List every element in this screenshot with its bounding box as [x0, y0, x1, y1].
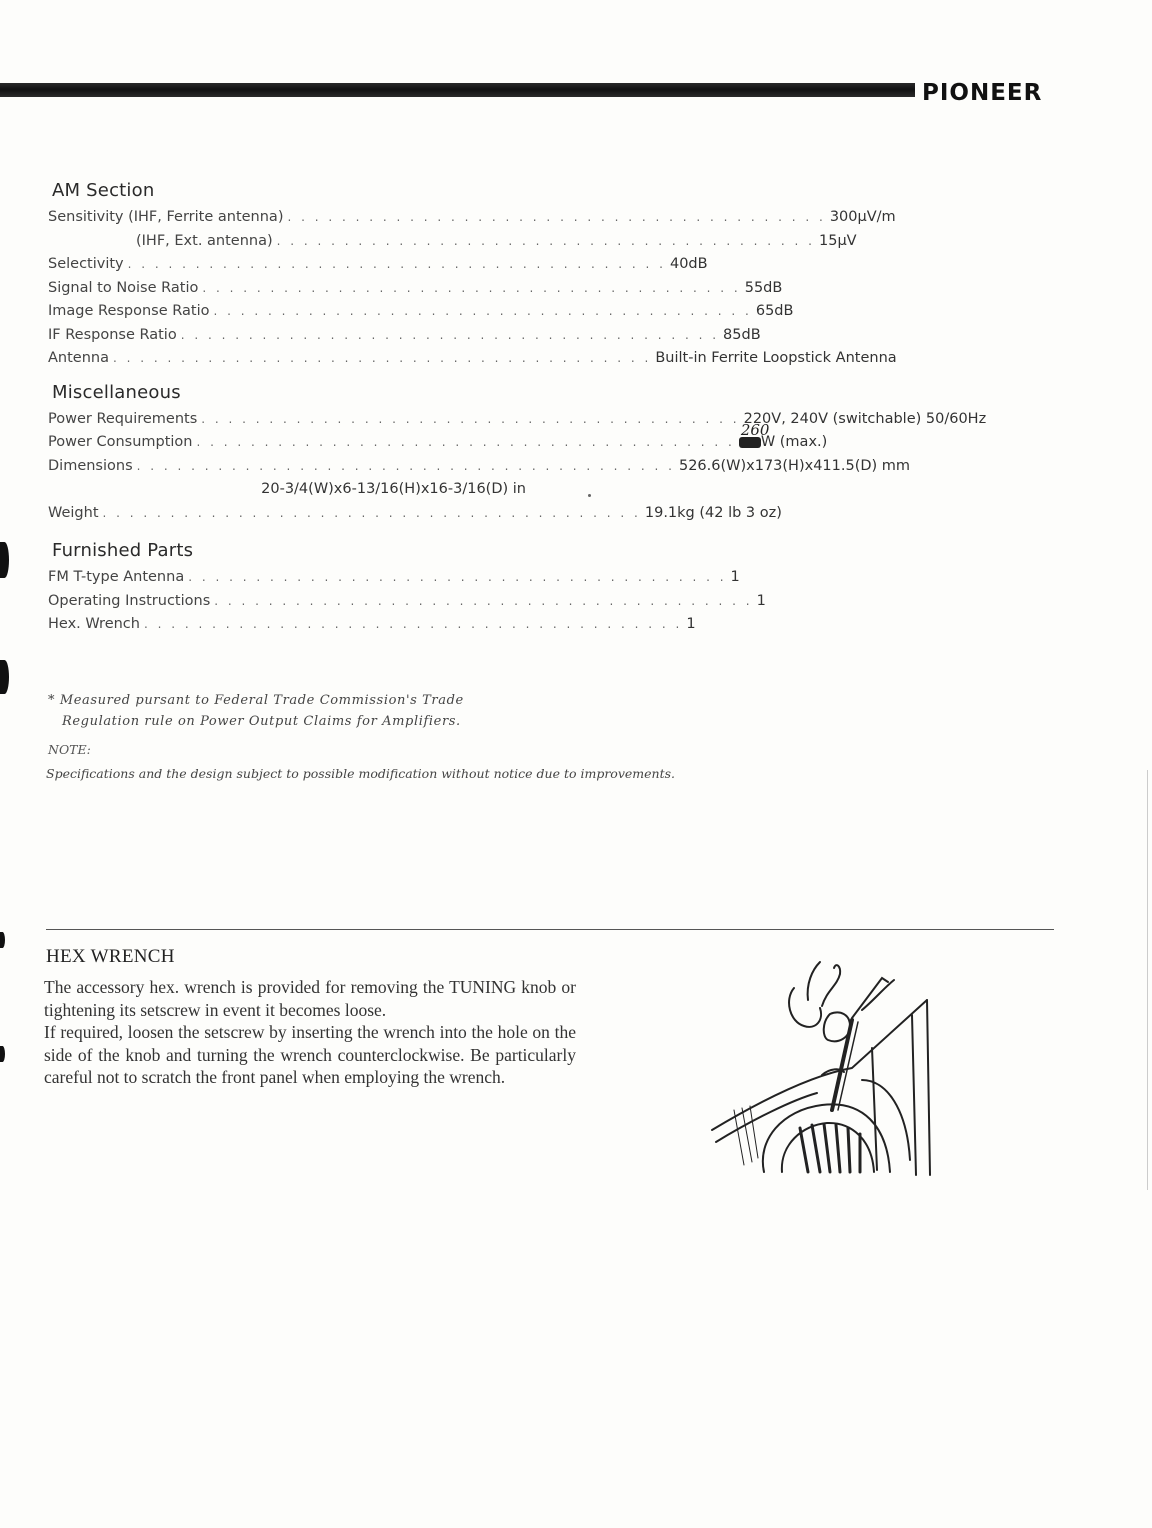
- brand-logo: PIONEER: [922, 80, 1043, 106]
- spec-label: Selectivity: [48, 256, 124, 272]
- spec-label: Operating Instructions: [48, 592, 211, 609]
- spec-label: Power Requirements: [48, 410, 198, 427]
- spec-label: Antenna: [48, 350, 109, 366]
- leader-dots: . . . . . . . . . . . . . . . . . . . . . . . . . . . . . . . . . . . . . . . .: [143, 617, 683, 631]
- spec-value: 40dB: [669, 256, 708, 272]
- spec-row: [48, 592, 766, 617]
- spec-row: [48, 232, 857, 257]
- leader-dots: . . . . . . . . . . . . . . . . . . . . . . . . . . . . . . . . . . . . . . . .: [214, 593, 753, 608]
- spec-value: 1: [686, 616, 696, 632]
- spec-label: (IHF, Ext. antenna): [136, 232, 273, 249]
- spec-value: 526.6(W)x173(H)x411.5(D) mm: [678, 457, 911, 474]
- spec-label: Power Consumption: [48, 434, 193, 450]
- leader-dots: . . . . . . . . . . . . . . . . . . . . . . . . . . . . . . . . . . . . . . . .: [276, 233, 815, 248]
- binding-hole: [0, 932, 5, 948]
- hex-wrench-title: HEX WRENCH: [46, 946, 175, 967]
- section-divider: [46, 929, 1054, 930]
- spec-value: Built-in Ferrite Loopstick Antenna: [655, 350, 897, 366]
- spec-label: Signal to Noise Ratio: [48, 279, 199, 296]
- page-edge-line: [1147, 770, 1148, 1190]
- spec-row: [48, 350, 897, 374]
- spec-label: IF Response Ratio: [48, 326, 177, 343]
- leader-dots: . . . . . . . . . . . . . . . . . . . . . . . . . . . . . . . . . . . . . . . .: [180, 327, 720, 342]
- am-section-title: AM Section: [52, 180, 155, 201]
- binding-hole: [0, 1046, 5, 1062]
- leader-dots: . . . . . . . . . . . . . . . . . . . . . . . . . . . . . . . . . . . . . . . .: [188, 570, 727, 584]
- footnote-line: Regulation rule on Power Output Claims for Amplifiers.: [62, 714, 461, 729]
- scan-speck: [588, 494, 591, 497]
- binding-hole: [0, 542, 9, 578]
- spec-row: [48, 504, 782, 529]
- spec-value: 20-3/4(W)x6-13/16(H)x16-3/16(D) in: [261, 481, 526, 497]
- furnished-parts-title: Furnished Parts: [52, 540, 194, 561]
- leader-dots: . . . . . . . . . . . . . . . . . . . . . . . . . . . . . . . . . . . . . . . .: [201, 411, 740, 426]
- spec-value: 1: [730, 569, 740, 585]
- spec-label: Hex. Wrench: [48, 616, 140, 632]
- leader-dots: . . . . . . . . . . . . . . . . . . . . . . . . . . . . . . . . . . . . . . . .: [213, 304, 752, 318]
- spec-value: 1: [756, 592, 766, 609]
- spec-value: 19.1kg (42 lb 3 oz): [644, 504, 782, 521]
- spec-row: [48, 303, 794, 327]
- footnote-line: * Measured pursant to Federal Trade Commission's Trade: [48, 693, 464, 708]
- spec-label: Image Response Ratio: [48, 303, 210, 319]
- spec-value: 85dB: [723, 326, 761, 343]
- leader-dots: . . . . . . . . . . . . . . . . . . . . . . . . . . . . . . . . . . . . . . . .: [112, 351, 652, 365]
- leader-dots: . . . . . . . . . . . . . . . . . . . . . . . . . . . . . . . . . . . . . . . .: [196, 435, 735, 449]
- leader-dots: . . . . . . . . . . . . . . . . . . . . . . . . . . . . . . . . . . . . . . . .: [136, 458, 675, 473]
- spec-value: 55dB: [744, 279, 783, 296]
- spec-row: [48, 209, 896, 233]
- note-text: Specifications and the design subject to possible modification without notice due to improvements.: [46, 766, 676, 781]
- spec-row: [48, 279, 783, 304]
- power-unit: W (max.): [760, 434, 828, 450]
- spec-value: [739, 421, 828, 450]
- note-label: NOTE:: [48, 742, 91, 757]
- specifications: [48, 180, 987, 640]
- spec-label: Weight: [48, 504, 99, 521]
- hex-wrench-paragraph: The accessory hex. wrench is provided for removing the TUNING knob or tightening its setscrew in event it becomes loose.: [44, 977, 576, 1020]
- spec-row: [48, 421, 828, 458]
- leader-dots: . . . . . . . . . . . . . . . . . . . . . . . . . . . . . . . . . . . . . . . .: [127, 257, 666, 271]
- header-bar: [0, 83, 915, 97]
- spec-row: [48, 481, 526, 505]
- spec-label: FM T-type Antenna: [48, 569, 185, 585]
- spec-value: 15μV: [819, 232, 857, 249]
- spec-label: Dimensions: [48, 457, 133, 474]
- spec-row: [48, 569, 740, 593]
- hex-wrench-illustration: [712, 960, 947, 1180]
- spec-value: 220V, 240V (switchable) 50/60Hz: [743, 410, 987, 427]
- leader-dots: . . . . . . . . . . . . . . . . . . . . . . . . . . . . . . . . . . . . . . . .: [102, 505, 641, 520]
- spec-row: [48, 256, 708, 280]
- binding-hole: [0, 660, 9, 694]
- footnote: [48, 690, 528, 732]
- spec-row: [48, 616, 696, 640]
- spec-value: 65dB: [755, 303, 794, 319]
- leader-dots: . . . . . . . . . . . . . . . . . . . . . . . . . . . . . . . . . . . . . . . .: [287, 210, 826, 224]
- spec-row: [48, 326, 761, 351]
- handwritten-correction: 260: [740, 421, 770, 439]
- spec-value: 300μV/m: [829, 209, 896, 225]
- miscellaneous-title: Miscellaneous: [52, 381, 181, 403]
- leader-dots: . . . . . . . . . . . . . . . . . . . . . . . . . . . . . . . . . . . . . . . .: [202, 280, 741, 295]
- hex-wrench-body: [44, 976, 576, 1089]
- hex-wrench-paragraph: If required, loosen the setscrew by inserting the wrench into the hole on the side of the knob and turning the wrench counterclockwise. Be particularly careful not to scratch the front panel when employing the wrench.: [44, 1022, 576, 1087]
- spec-label: Sensitivity (IHF, Ferrite antenna): [48, 209, 284, 225]
- spec-row: [48, 457, 911, 482]
